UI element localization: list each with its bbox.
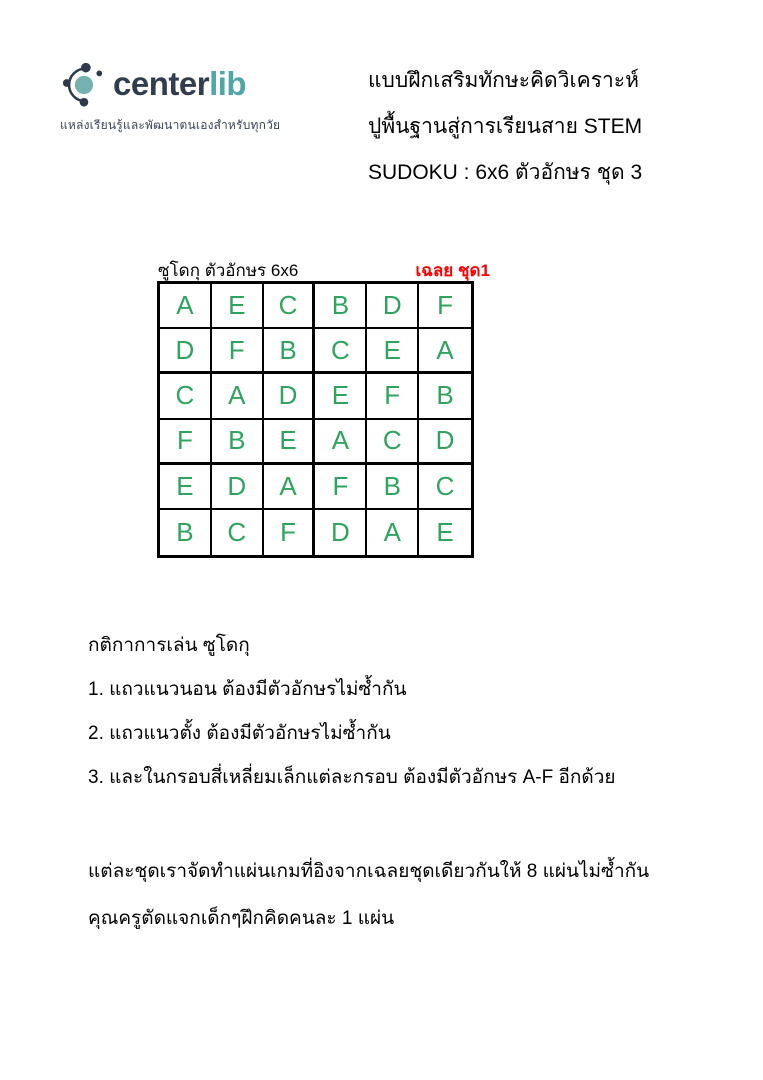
sudoku-cell-r1c1: A [160,284,212,329]
sudoku-cell-r2c2: F [212,329,264,374]
sudoku-cell-r5c4: F [315,465,367,510]
sudoku-cell-r1c3: C [264,284,316,329]
sudoku-cell-r1c4: B [315,284,367,329]
sudoku-cell-r4c5: C [367,420,419,465]
sudoku-cell-r2c5: E [367,329,419,374]
header-line-2: ปูพื้นฐานสู่การเรียนสาย STEM [368,115,643,138]
brand-lib-text: lib [209,64,247,102]
sudoku-cell-r6c3: F [264,510,316,555]
sudoku-cell-r3c1: C [160,374,212,419]
sudoku-cell-r5c3: A [264,465,316,510]
header-line-3: SUDOKU : 6x6 ตัวอักษร ชุด 3 [368,161,643,184]
sudoku-cell-r4c2: B [212,420,264,465]
header-line-1: แบบฝึกเสริมทักษะคิดวิเคราะห์ [368,69,639,92]
sudoku-cell-r3c3: D [264,374,316,419]
sudoku-cell-r2c1: D [160,329,212,374]
rule-item-2: 2. แถวแนวตั้ง ต้องมีตัวอักษรไม่ซ้ำกัน [88,723,391,744]
sudoku-cell-r5c1: E [160,465,212,510]
sudoku-cell-r5c2: D [212,465,264,510]
sudoku-cell-r2c4: C [315,329,367,374]
sudoku-cell-r5c6: C [419,465,471,510]
sudoku-cell-r1c6: F [419,284,471,329]
footer-note [88,848,649,942]
rules-title: กติกาการเล่น ซูโดกุ [88,635,250,656]
sudoku-cell-r2c3: B [264,329,316,374]
answer-set-badge: เฉลย ชุด1 [415,261,490,280]
sudoku-cell-r4c3: E [264,420,316,465]
centerlib-logo [60,58,280,135]
logo-tagline: แหล่งเรียนรู้และพัฒนาตนเองสำหรับทุกวัย [60,118,281,132]
sudoku-cell-r6c5: A [367,510,419,555]
sudoku-cell-r4c1: F [160,420,212,465]
sudoku-cell-r2c6: A [419,329,471,374]
sudoku-cell-r6c1: B [160,510,212,555]
puzzle-label-row [158,257,490,284]
footer-line-1: แต่ละชุดเราจัดทำแผ่นเกมที่อิงจากเฉลยชุดเดียวกันให้ 8 แผ่นไม่ซ้ำกัน [88,861,650,882]
sudoku-cell-r6c2: C [212,510,264,555]
brand-name [113,64,247,102]
sudoku-cell-r3c5: F [367,374,419,419]
sudoku-cell-r3c4: E [315,374,367,419]
sudoku-cell-r3c2: A [212,374,264,419]
sudoku-cell-r3c6: B [419,374,471,419]
sudoku-cell-r4c6: D [419,420,471,465]
sudoku-cell-r4c4: A [315,420,367,465]
sudoku-cell-r1c2: E [212,284,264,329]
sudoku-grid [157,281,474,558]
puzzle-title: ซูโดกุ ตัวอักษร 6x6 [158,261,299,280]
sudoku-cell-r1c5: D [367,284,419,329]
rules-section [88,624,616,800]
orbit-dots-icon [60,58,106,108]
brand-center-text: center [113,64,210,102]
worksheet-header [368,58,642,196]
rule-item-3: 3. และในกรอบสี่เหลี่ยมเล็กแต่ละกรอบ ต้องมีตัวอักษร A-F อีกด้วย [88,767,616,788]
footer-line-2: คุณครูตัดแจกเด็กๆฝึกคิดคนละ 1 แผ่น [88,908,395,929]
sudoku-cell-r6c4: D [315,510,367,555]
rule-item-1: 1. แถวแนวนอน ต้องมีตัวอักษรไม่ซ้ำกัน [88,679,407,700]
sudoku-cell-r5c5: B [367,465,419,510]
sudoku-cell-r6c6: E [436,516,454,547]
